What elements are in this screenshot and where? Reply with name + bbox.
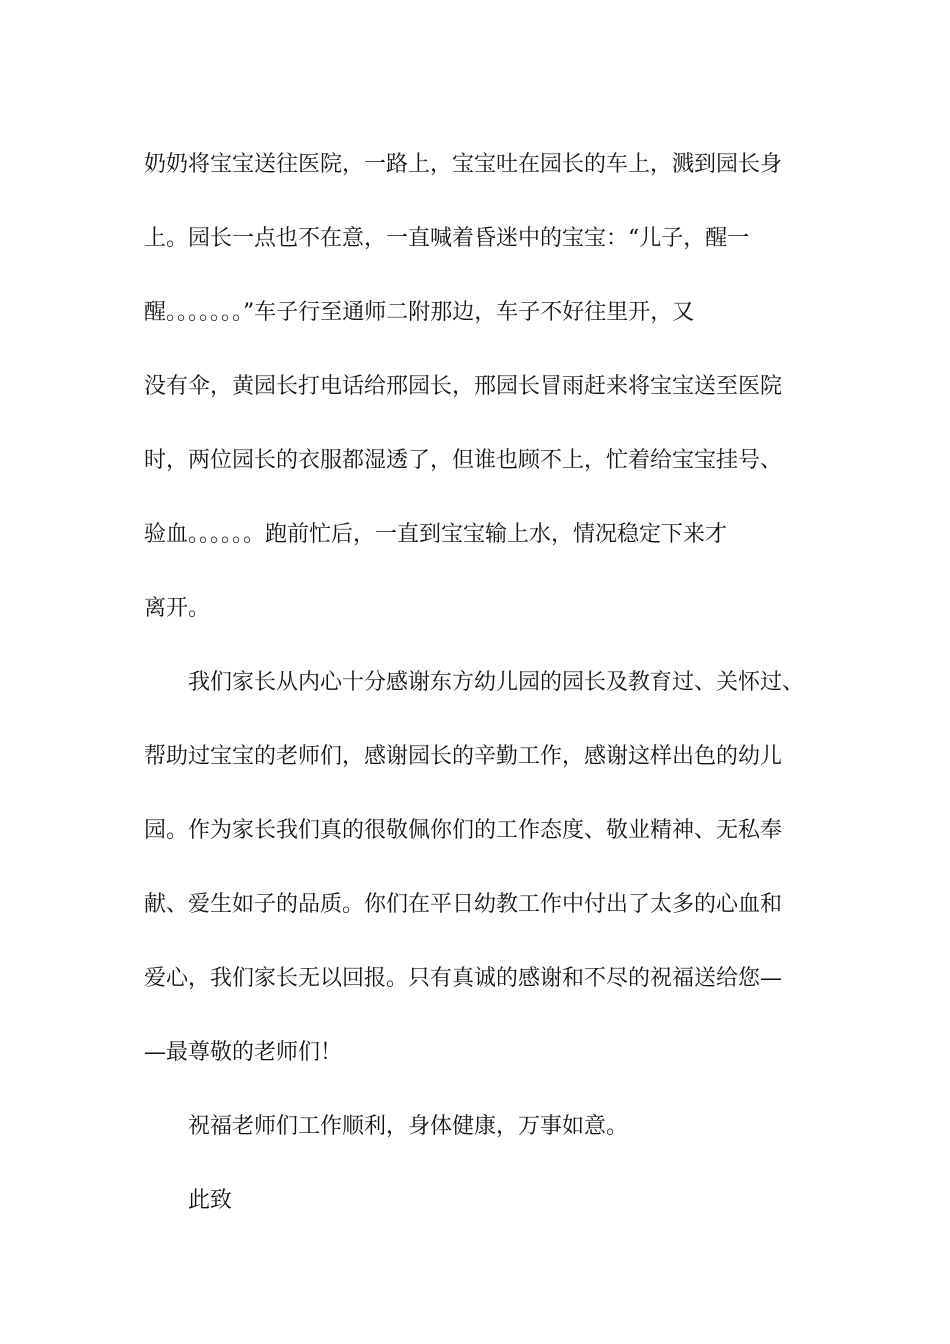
text-line: —最尊敬的老师们！: [144, 1040, 343, 1065]
paragraph-blessing: [144, 1090, 834, 1164]
text-line: 没有伞，黄园长打电话给邢园长，邢园长冒雨赶来将宝宝送至医院: [144, 374, 783, 399]
text-line: 园。作为家长我们真的很敬佩你们的工作态度、敬业精神、无私奉: [144, 818, 783, 843]
text-line: 上。园长一点也不在意，一直喊着昏迷中的宝宝：“儿子，醒一: [144, 226, 750, 251]
text-line: 离开。: [144, 596, 211, 621]
text-line: 献、爱生如子的品质。你们在平日幼教工作中付出了太多的心血和: [144, 892, 783, 917]
text-line: 爱心，我们家长无以回报。只有真诚的感谢和不尽的祝福送给您—: [144, 966, 783, 991]
text-line: 奶奶将宝宝送往医院，一路上，宝宝吐在园长的车上，溅到园长身: [144, 152, 783, 177]
document-body: [144, 128, 834, 1238]
paragraph-hospital-story: [144, 128, 834, 646]
text-line: 醒。。。。。。。”车子行至通师二附那边，车子不好往里开，又: [144, 300, 695, 325]
text-line: 验血。。。。。。跑前忙后，一直到宝宝输上水，情况稳定下来才: [144, 522, 728, 547]
paragraph-gratitude: [144, 646, 834, 1090]
text-line: 祝福老师们工作顺利，身体健康，万事如意。: [188, 1114, 629, 1139]
paragraph-closing: [144, 1164, 834, 1238]
text-line: 帮助过宝宝的老师们，感谢园长的辛勤工作，感谢这样出色的幼儿: [144, 744, 783, 769]
text-line: 我们家长从内心十分感谢东方幼儿园的园长及教育过、关怀过、: [188, 670, 805, 695]
text-line: 时，两位园长的衣服都湿透了，但谁也顾不上，忙着给宝宝挂号、: [144, 448, 783, 473]
text-line: 此致: [188, 1188, 233, 1213]
